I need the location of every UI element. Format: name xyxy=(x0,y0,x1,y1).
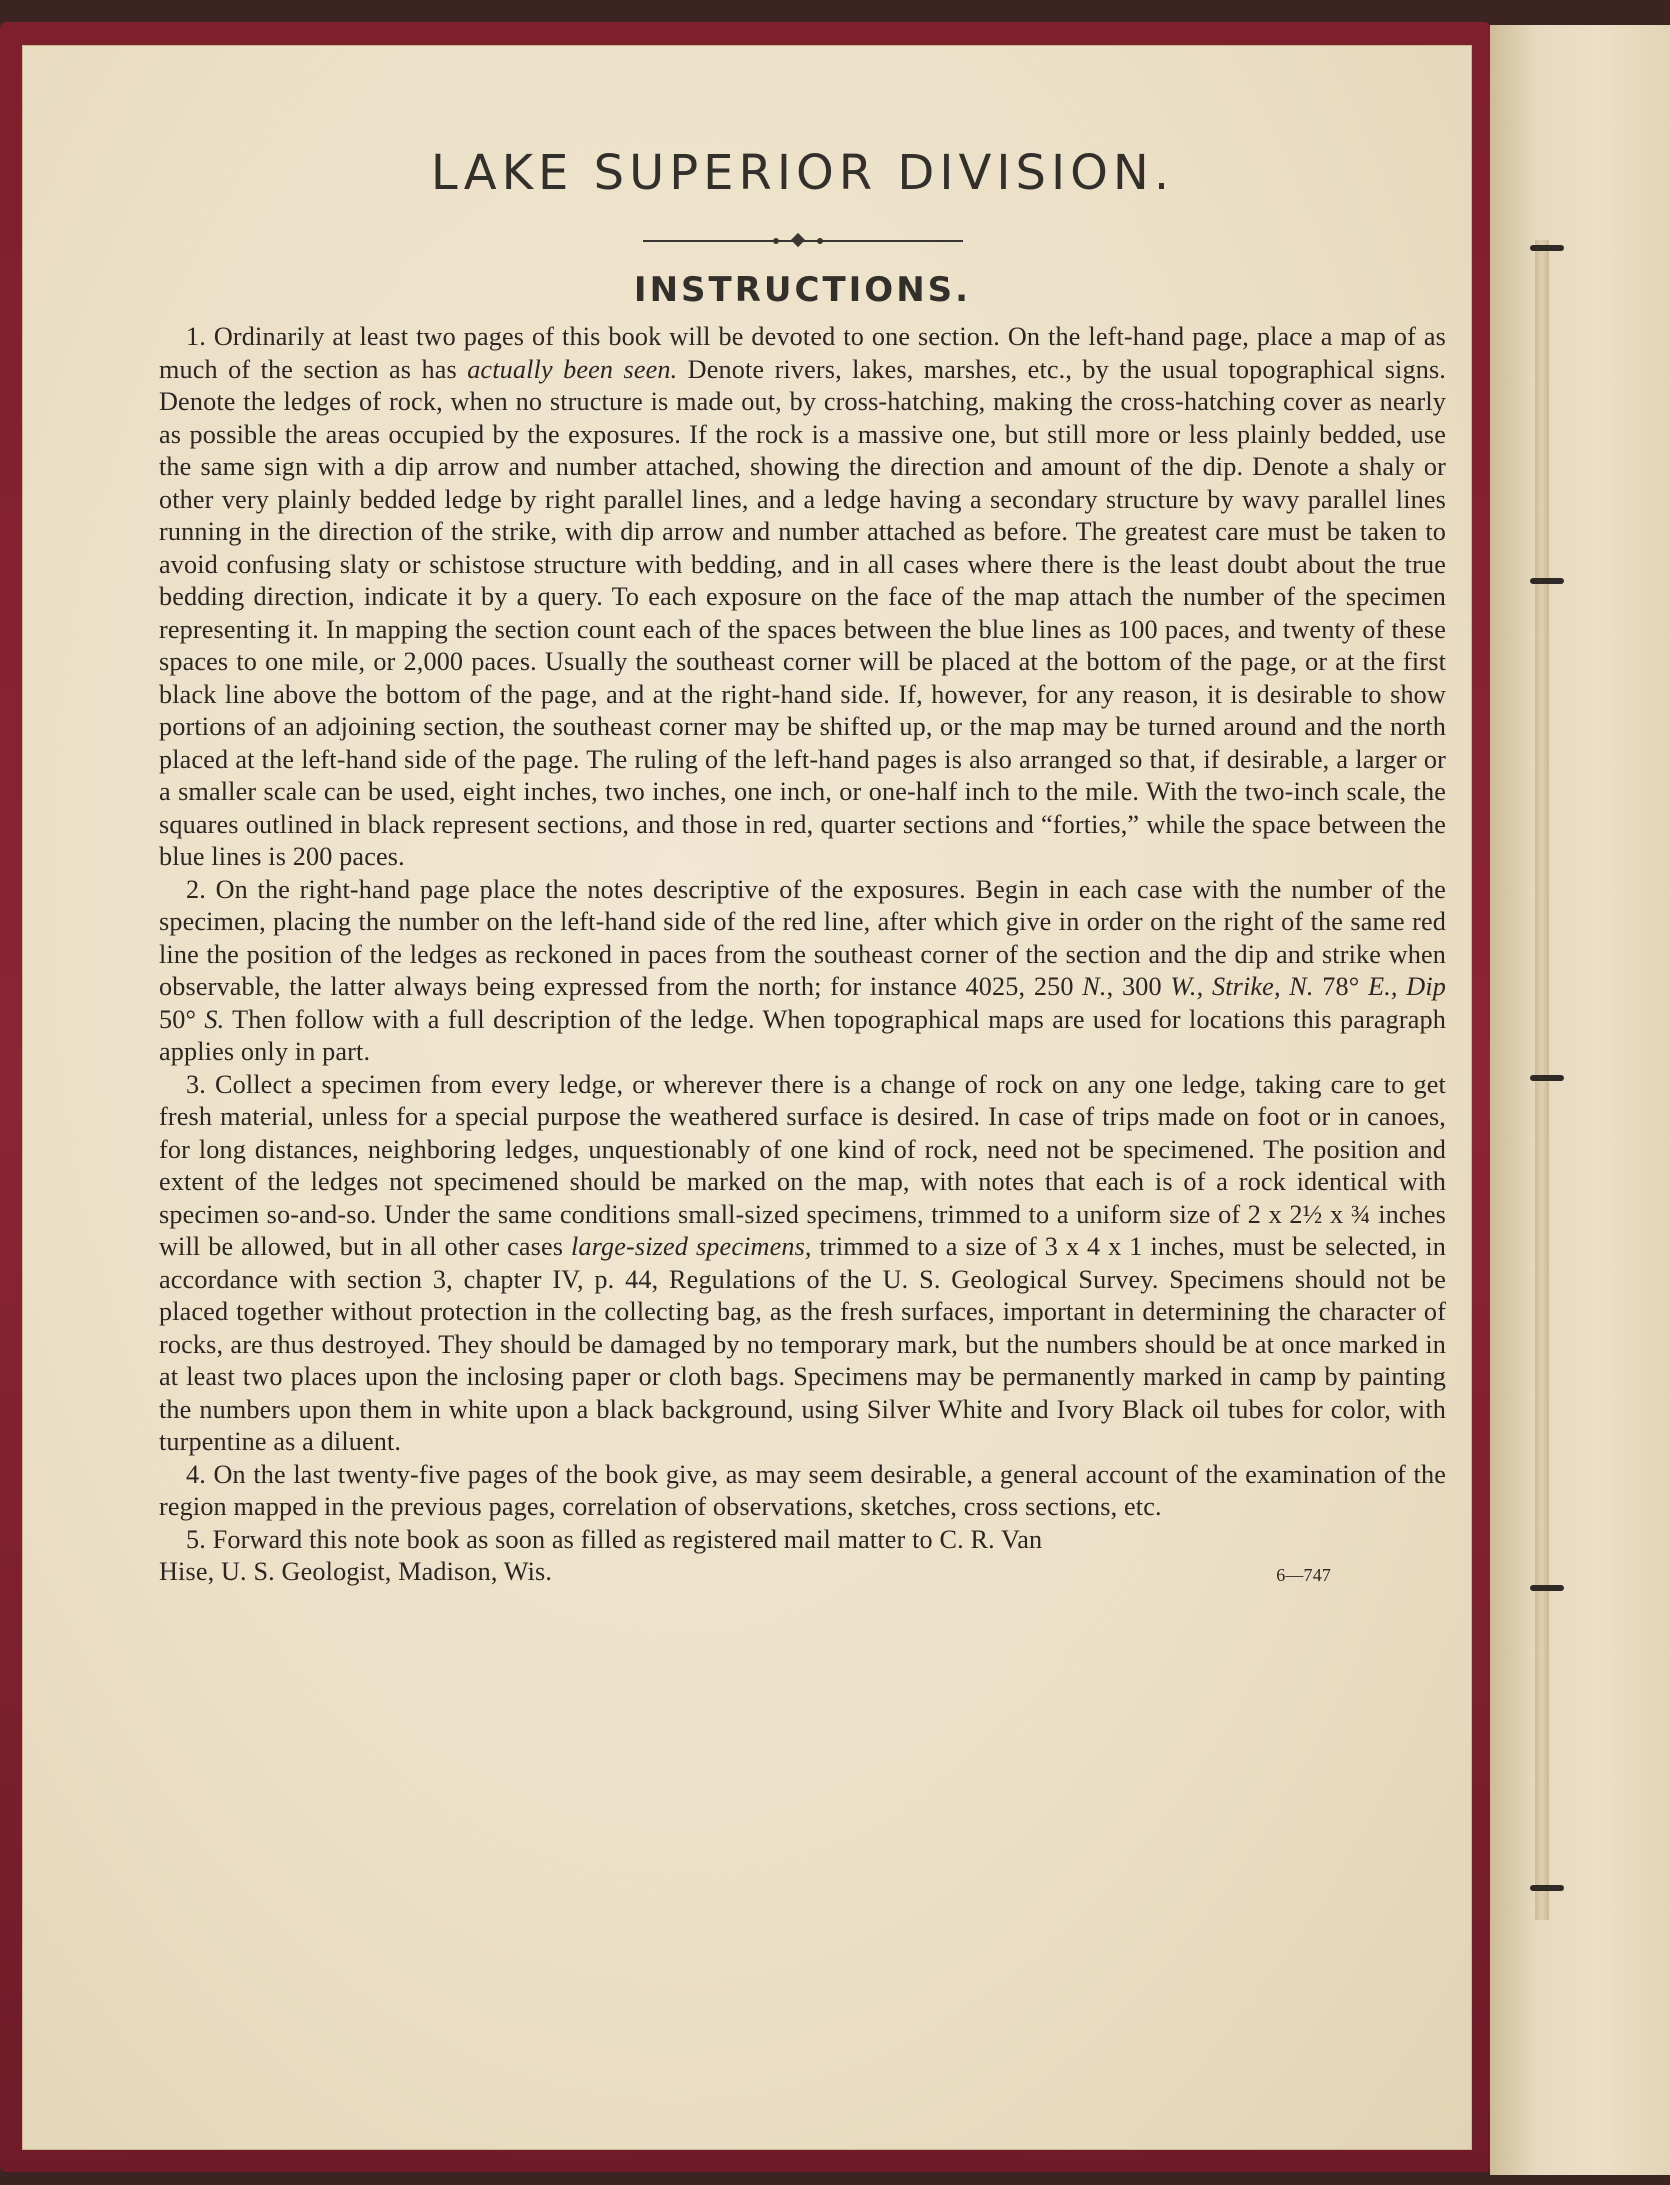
binding-stitch xyxy=(1530,578,1564,584)
binding-stitch xyxy=(1530,1585,1564,1591)
print-code: 6—747 xyxy=(1276,1565,1331,1585)
facing-page-edge xyxy=(1490,25,1670,2175)
instruction-5: 5. Forward this note book as soon as filled as registered mail matter to C. R. Van xyxy=(186,1524,1043,1554)
page-title: LAKE SUPERIOR DIVISION. xyxy=(430,145,1175,201)
instruction-5-end xyxy=(159,1556,1446,1589)
binding-stitch xyxy=(1530,1075,1564,1081)
instruction-4: 4. On the last twenty-five pages of the book give, as may seem desirable, a general account of the examination of the region mapped in the previous pages, correlation of observations, sketches, cross sections, etc. xyxy=(159,1459,1446,1521)
section-heading: INSTRUCTIONS. xyxy=(633,270,972,310)
instruction-2: 2. On the right-hand page place the notes descriptive of the exposures. Begin in each case with the number of the specimen, placing the number on the left-hand side of the red line, after which give in order on the right of the same red line the position of the ledges as reckoned in paces from the southeast corner of the section and the dip and strike when observable, the latter always being expressed from the north; for instance 4025, 250 N., 300 W., Strike, N. 78° E., Dip 50° S. Then follow with a full description of the ledge. When topographical maps are used for locations this paragraph applies only in part. xyxy=(159,874,1446,1066)
binding-stitch xyxy=(1530,1885,1564,1891)
instruction-3: 3. Collect a specimen from every ledge, or wherever there is a change of rock on any one ledge, taking care to get fresh material, unless for a special purpose the weathered surface is desired. In case of trips made on foot or in canoes, for long distances, neighboring ledges, unquestionably of one kind of rock, need not be specimened. The position and extent of the ledges not specimened should be marked on the map, with notes that each is of a rock identical with specimen so-and-so. Under the same conditions small-sized specimens, trimmed to a uniform size of 2 x 2½ x ¾ inches will be allowed, but in all other cases large-sized specimens, trimmed to a size of 3 x 4 x 1 inches, must be selected, in accordance with section 3, chapter IV, p. 44, Regulations of the U. S. Geological Survey. Specimens should not be placed together without protection in the collecting bag, as the fresh surfaces, important in determining the character of rocks, are thus destroyed. They should be damaged by no temporary mark, but the numbers should be at once marked in at least two places upon the inclosing paper or cloth bags. Specimens may be permanently marked in camp by painting the numbers upon them in white upon a black background, using Silver White and Ivory Black oil tubes for color, with turpentine as a diluent. xyxy=(159,1069,1447,1456)
binding-stitch xyxy=(1530,245,1564,251)
address-line: Hise, U. S. Geologist, Madison, Wis. xyxy=(159,1557,553,1586)
title-ornament xyxy=(643,235,963,247)
page-content xyxy=(159,145,1446,1589)
instruction-1: 1. Ordinarily at least two pages of this book will be devoted to one section. On the left-hand page, place a map of as much of the section as has actually been seen. Denote rivers, lakes, marshes, etc., by the usual topographical signs. Denote the ledges of rock, when no structure is made out, by cross-hatching, making the cross-hatching cover as nearly as possible the areas occupied by the exposures. If the rock is a massive one, but still more or less plainly bedded, use the same sign with a dip arrow and number attached, showing the direction and amount of the dip. Denote a shaly or other very plainly bedded ledge by right parallel lines, and a ledge having a secondary structure by wavy parallel lines running in the direction of the strike, with dip arrow and number attached as before. The greatest care must be taken to avoid confusing slaty or schistose structure with bedding, and in all cases where there is the least doubt about the true bedding direction, indicate it by a query. To each exposure on the face of the map attach the number of the specimen representing it. In mapping the section count each of the spaces between the blue lines as 100 paces, and twenty of these spaces to one mile, or 2,000 paces. Usually the southeast corner will be placed at the bottom of the page, or at the first black line above the bottom of the page, and at the right-hand side. If, however, for any reason, it is desirable to show portions of an adjoining section, the southeast corner may be shifted up, or the map may be turned around and the north placed at the left-hand side of the page. The ruling of the left-hand pages is also arranged so that, if desirable, a larger or a smaller scale can be used, eight inches, two inches, one inch, or one-half inch to the mile. With the two-inch scale, the squares outlined in black represent sections, and those in red, quarter sections and “forties,” while the space between the blue lines is 200 paces. xyxy=(159,322,1447,871)
